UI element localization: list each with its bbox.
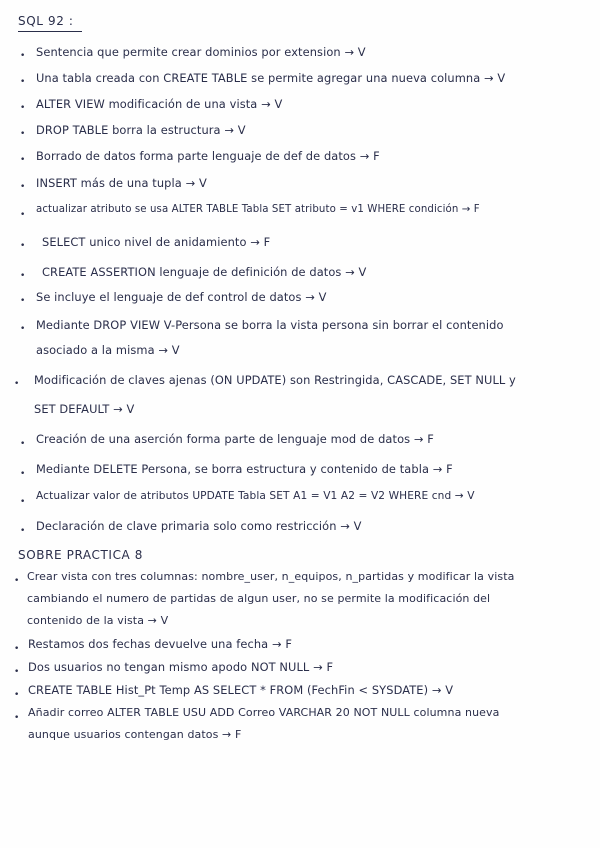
note-line-continued: asociado a la misma → V — [36, 343, 180, 357]
bullet-icon: • — [14, 667, 20, 677]
bullet-icon: • — [14, 713, 20, 723]
note-line: Se incluye el lenguaje de def control de datos → V — [36, 290, 327, 304]
bullet-icon: • — [20, 324, 26, 334]
bullet-icon: • — [20, 439, 26, 449]
note-line: INSERT más de una tupla → V — [36, 176, 207, 190]
bullet-icon: • — [14, 576, 20, 586]
bullet-icon: • — [20, 129, 26, 139]
bullet-icon: • — [20, 497, 26, 507]
bullet-icon: • — [20, 469, 26, 479]
bullet-icon: • — [20, 526, 26, 536]
note-line: Borrado de datos forma parte lenguaje de def de datos → F — [36, 149, 380, 163]
note-line: Añadir correo ALTER TABLE USU ADD Correo VARCHAR 20 NOT NULL columna nueva — [28, 706, 500, 719]
note-line: Sentencia que permite crear dominios por extension → V — [36, 45, 366, 59]
note-line: Modificación de claves ajenas (ON UPDATE) son Restringida, CASCADE, SET NULL y — [34, 373, 516, 387]
note-line: Declaración de clave primaria solo como restricción → V — [36, 519, 362, 533]
note-line: Actualizar valor de atributos UPDATE Tabla SET A1 = V1 A2 = V2 WHERE cnd → V — [36, 490, 475, 502]
note-line-continued: SET DEFAULT → V — [34, 402, 135, 416]
heading-underline — [18, 31, 82, 32]
note-line: DROP TABLE borra la estructura → V — [36, 123, 246, 137]
section-heading-sql92: SQL 92 : — [18, 14, 74, 28]
note-line: actualizar atributo se usa ALTER TABLE Tabla SET atributo = v1 WHERE condición → F — [36, 204, 480, 215]
bullet-icon: • — [20, 155, 26, 165]
bullet-icon: • — [20, 77, 26, 87]
note-line: CREATE ASSERTION lenguaje de definición de datos → V — [42, 265, 367, 279]
bullet-icon: • — [20, 296, 26, 306]
bullet-icon: • — [14, 644, 20, 654]
note-line: Restamos dos fechas devuelve una fecha → F — [28, 637, 292, 651]
bullet-icon: • — [20, 241, 26, 251]
bullet-icon: • — [14, 379, 20, 389]
bullet-icon: • — [20, 271, 26, 281]
note-line: Dos usuarios no tengan mismo apodo NOT NULL → F — [28, 660, 334, 674]
bullet-icon: • — [20, 210, 26, 220]
note-line: Una tabla creada con CREATE TABLE se permite agregar una nueva columna → V — [36, 71, 506, 85]
note-line: Mediante DROP VIEW V-Persona se borra la vista persona sin borrar el contenido — [36, 318, 504, 332]
section-heading-practica: SOBRE PRACTICA 8 — [18, 548, 144, 562]
note-line: Creación de una aserción forma parte de lenguaje mod de datos → F — [36, 432, 434, 446]
bullet-icon: • — [20, 182, 26, 192]
bullet-icon: • — [20, 103, 26, 113]
note-line-continued: aunque usuarios contengan datos → F — [28, 728, 242, 741]
note-line-continued: cambiando el numero de partidas de algun user, no se permite la modificación del — [27, 592, 491, 605]
note-line: CREATE TABLE Hist_Pt Temp AS SELECT * FROM (FechFin < SYSDATE) → V — [28, 683, 454, 697]
note-line-continued: contenido de la vista → V — [27, 614, 169, 627]
bullet-icon: • — [14, 690, 20, 700]
bullet-icon: • — [20, 51, 26, 61]
note-line: ALTER VIEW modificación de una vista → V — [36, 97, 283, 111]
note-line: Mediante DELETE Persona, se borra estructura y contenido de tabla → F — [36, 462, 453, 476]
note-line: SELECT unico nivel de anidamiento → F — [42, 235, 271, 249]
note-line: Crear vista con tres columnas: nombre_user, n_equipos, n_partidas y modificar la vista — [27, 570, 515, 583]
